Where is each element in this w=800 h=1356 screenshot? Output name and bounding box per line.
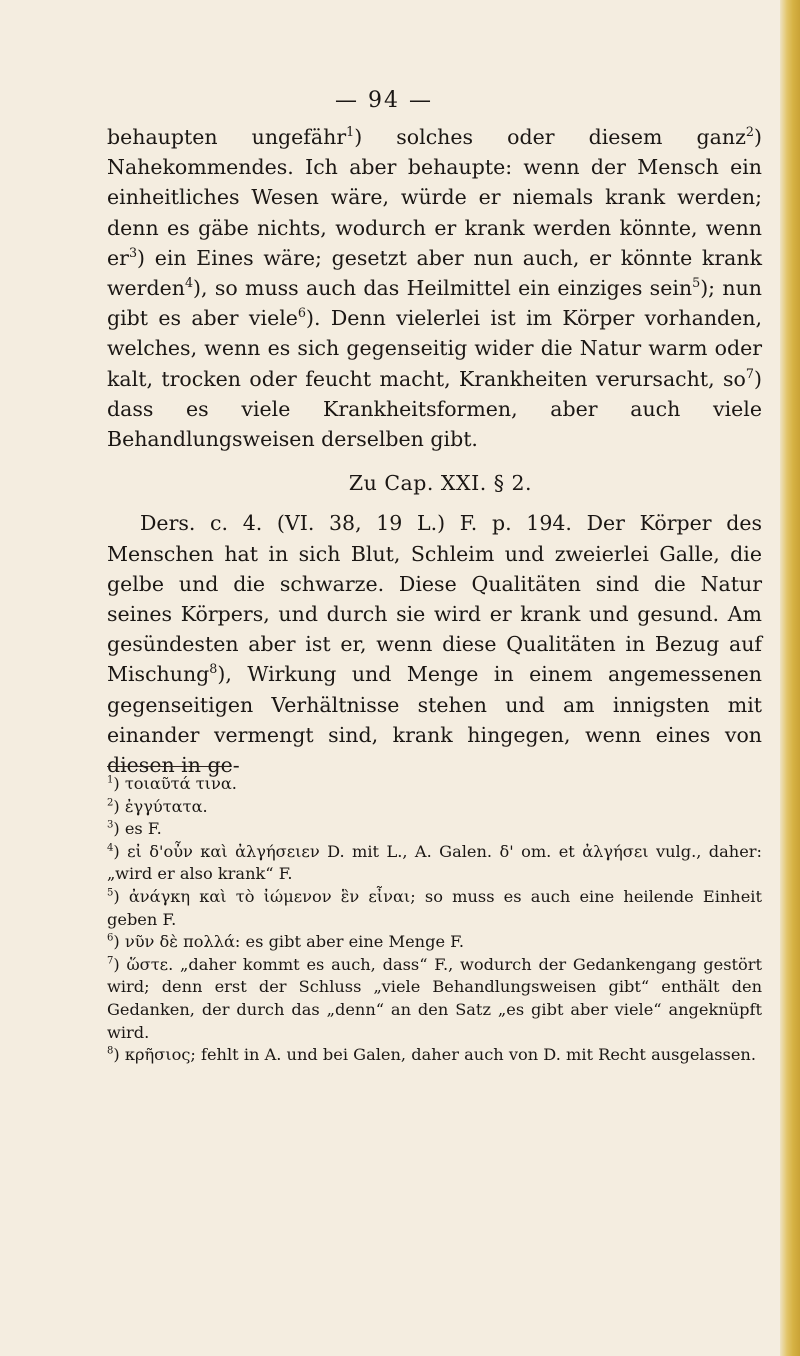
footnote-text: ) νῦν δὲ πολλά: es gibt aber eine Menge F.: [113, 932, 465, 952]
footnote: [107, 818, 762, 841]
footnote-text: ) ἐγγύτατα.: [113, 796, 208, 816]
text-segment: ) ein Eines wäre; gesetzt aber nun auch, er könnte krank werden: [107, 245, 762, 301]
text-segment: Ders. c. 4. (VI. 38, 19 L.) F. p. 194. Der Körper des Menschen hat in sich Blut, Schleim und zweierlei Galle, die gelbe und die schwarze. Diese Qualitäten sind die Natur seines Körpers, und durch sie wird er krank und gesund. Am gesündesten aber ist er, wenn diese Qualitäten in Bezug auf Mischung: [107, 511, 762, 687]
footnote-text: ) ἀνάγκη καὶ τὸ ἰώμενον ἓν εἶναι; so muss es auch eine heilende Einheit geben F.: [107, 886, 762, 929]
text-segment: ) solches oder diesem ganz: [354, 125, 746, 149]
footnote-ref: 5: [692, 275, 701, 291]
section-heading: Zu Cap. XXI. § 2.: [348, 471, 533, 496]
footnote-text: ) τοιαῦτά τινα.: [113, 774, 237, 793]
text-segment: ). Denn vielerlei ist im Körper vorhanden, welches, wenn es sich gegenseitig wider die Natur warm oder kalt, trocken oder feucht macht, Krankheiten verursacht, so: [107, 306, 762, 391]
text-segment: ), Wirkung und Menge in einem angemessenen gegenseitigen Verhältnisse stehen und am innigsten mit einander vermengt sind, krank hingegen, wenn eines von diesen in ge-: [107, 662, 762, 778]
footnote-mark: 1: [107, 774, 114, 786]
footnote-ref: 8: [209, 661, 218, 677]
footnote: [107, 841, 762, 886]
footnote-ref: 6: [297, 305, 306, 321]
footnote-text: ) εἰ δ'οὖν καὶ ἀλγήσειεν D. mit L., A. Galen. δ' om. et ἀλγήσει vulg., daher: „wird er also krank“ F.: [107, 841, 762, 884]
text-segment: ), so muss auch das Heilmittel ein einziges sein: [193, 276, 693, 301]
footnote-ref: 1: [346, 124, 355, 140]
footnote: [107, 931, 762, 954]
text-segment: behaupten ungefähr: [107, 125, 347, 149]
footnote-ref: 3: [128, 244, 138, 260]
paragraph-1: [107, 122, 762, 454]
footnote: [107, 773, 762, 796]
footnote-text: ) es F.: [113, 819, 162, 839]
footnote-ref: 2: [745, 124, 754, 140]
footnote-text: ) κρῆσιος; fehlt in A. und bei Galen, daher auch von D. mit Recht ausgelassen.: [113, 1045, 756, 1065]
text-segment: ) dass es viele Krankheitsformen, aber auch viele Behandlungsweisen derselben gibt.: [107, 366, 762, 452]
main-text: [107, 122, 762, 780]
page-number: — 94 —: [335, 88, 433, 113]
footnote-mark: 6: [107, 932, 114, 944]
footnote: [107, 886, 762, 931]
footnote-mark: 7: [107, 955, 114, 967]
footnote: [107, 1044, 762, 1067]
footnote-divider: [107, 766, 227, 767]
footnote-mark: 3: [107, 819, 114, 831]
footnotes: [107, 773, 762, 1067]
footnote-mark: 4: [107, 842, 114, 854]
footnote-text: ) ὥστε. „daher kommt es auch, dass“ F., wodurch der Gedankengang gestört wird; denn erst der Schluss „viele Behandlungsweisen gibt“ enthält den Gedanken, der durch das „denn“ an den Satz „es gibt aber viele“ angeknüpft wird.: [107, 954, 762, 1042]
page-edge-gilt: [780, 0, 800, 1356]
footnote: [107, 954, 762, 1044]
paragraph-2: [107, 508, 762, 780]
footnote-mark: 8: [107, 1045, 114, 1057]
footnote-mark: 2: [107, 797, 114, 809]
text-segment: ) Nahekommendes. Ich aber behaupte: wenn der Mensch ein einheitliches Wesen wäre, würde er niemals krank werden; denn es gäbe nichts, wodurch er krank werden könnte, wenn er: [107, 125, 762, 270]
text-segment: ); nun gibt es aber viele: [107, 276, 763, 331]
footnote-ref: 7: [745, 365, 754, 381]
footnote-mark: 5: [107, 887, 114, 899]
footnote-ref: 4: [184, 275, 194, 291]
footnote: [107, 796, 762, 819]
